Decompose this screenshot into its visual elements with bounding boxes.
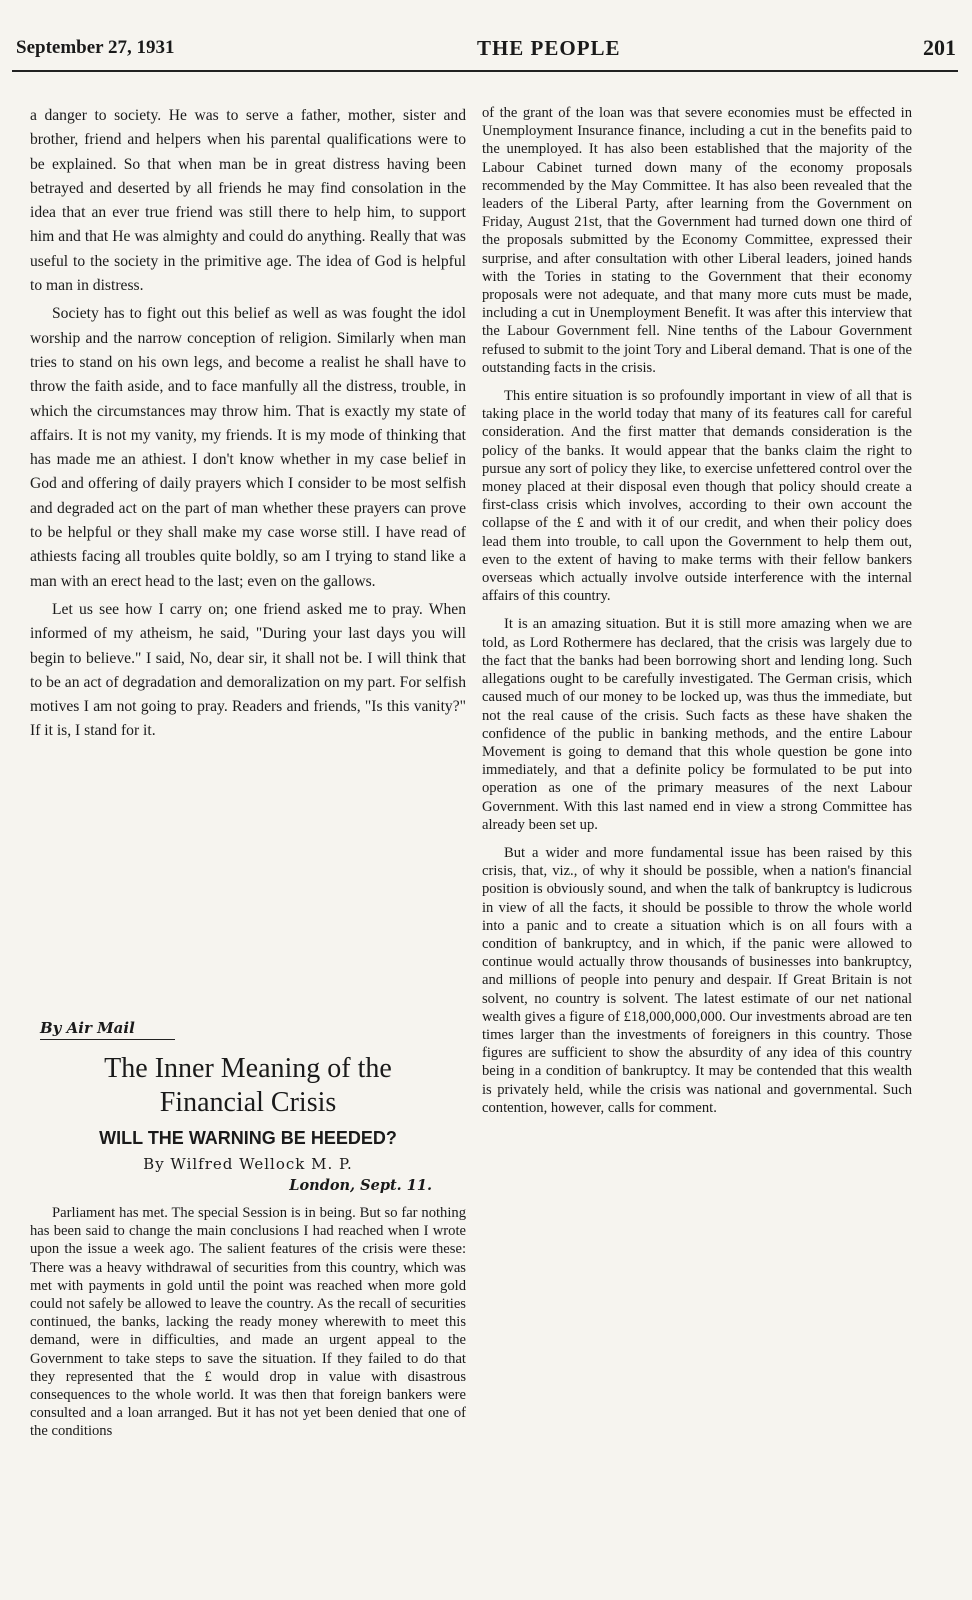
right-paragraph-2: This entire situation is so profoundly important in view of all that is taking place in the world today that many of its features call for careful consideration. And the first matter that demands consideration is the policy of the banks. It would appear that the banks claim the right to pursue any sort of policy they like, to exercise unfettered control over the money placed at their disposal even though that policy should create a first-class crisis which involves, according to their own account the collapse of the £ and with it of our credit, and when their policy does lead them into trouble, to call upon the Government to help them out, even to the extent of having to make terms with their fellow bankers overseas which actually involve outside interference with the internal affairs of this country. <box>482 388 912 605</box>
article-title-line-2: Financial Crisis <box>159 1087 337 1118</box>
header-rule <box>12 70 958 72</box>
right-paragraph-4: But a wider and more fundamental issue has been raised by this crisis, that, viz., of why it should be possible, when a nation's financial position is obviously sound, and when the talk of bankruptcy is ludicrous in view of all the facts, it should be possible to throw the whole world into a panic and to create a situation which is on all fours with a condition of bankruptcy, and in which, if the panic were allowed to continue would actually throw thousands of businesses into bankruptcy, and millions of people into penury and despair. If Great Britain is not solvent, no country is solvent. The latest estimate of our net national wealth gives a figure of £18,000,000,000. Our investments abroad are ten times larger than the investments of foreigners in this country. Those figures are sufficient to show the absurdity of any idea of this country being in a condition of bankruptcy. It may be contended that this wealth is privately held, while the crisis was national and governmental. Such contention, however, calls for comment. <box>482 844 912 1116</box>
right-paragraph-1: of the grant of the loan was that severe economies must be effected in Unemployment Insurance finance, including a cut in the benefits paid to the unemployed. It has also been established that the majority of the Labour Cabinet turned down many of the economy proposals recommended by the May Committee. It has also been revealed that the leaders of the Liberal Party, after learning from the Government on Friday, August 21st, that the Government had turned down one third of the proposals submitted by the Economy Committee, expressed their surprise, and after consultation with other Liberal leaders, joined hands with the Tories in stating to the Government that their economy proposals were not adequate, and that many more cuts must be made, including a cut in Unemployment Benefit. It was after this interview that the Labour Government fell. Nine tenths of the Labour Government refused to submit to the joint Tory and Liberal demand. That is one of the outstanding facts in the crisis. <box>482 105 912 376</box>
article-subtitle: WILL THE WARNING BE HEEDED? <box>99 1128 397 1148</box>
right-paragraph-3: It is an amazing situation. But it is still more amazing when we are told, as Lord Rothermere has declared, that the crisis was largely due to the fact that the banks had been borrowing short and lending long. Such allegations ought to be carefully investigated. The German crisis, which caused much of our money to be locked up, was thus the immediate, but not the real cause of the crisis. Such facts as these have shaken the confidence of the public in banking methods, and the entire Labour Movement is going to demand that this whole question be gone into immediately, and that a definite policy be formulated to be put into operation as one of the primary measures of the next Labour Government. With this last named end in view a strong Committee has already been set up. <box>482 616 912 833</box>
article-dateline: London, Sept. 11. <box>289 1177 432 1194</box>
right-column <box>482 104 912 1127</box>
article-title-line-1: The Inner Meaning of the <box>104 1053 392 1084</box>
left-paragraph-1: a danger to society. He was to serve a father, mother, sister and brother, friend and helpers when his parental qualifications were to be explained. So that when man be in great distress having been betrayed and deserted by all friends he may find consolation in the idea that an ever true friend was still there to help him, to support him and that He was almighty and could do anything. Really that was useful to the society in the primitive age. The idea of God is helpful to man in distress. <box>30 107 466 295</box>
newspaper-title: THE PEOPLE <box>476 35 621 60</box>
left-paragraph-2: Society has to fight out this belief as well as was fought the idol worship and the narrow conception of religion. Similarly when man tries to stand on his own legs, and become a realist he shall have to throw the faith aside, and to face manfully all the distress, trouble, in which the circumstances may throw him. That is exactly my state of affairs. It is not my vanity, my friends. It is my mode of thinking that has made me an athiest. I don't know whether in my case belief in God and offering of daily prayers which I consider to be most selfish and degraded act on the part of man whether these prayers can prove to be helpful or they shall make my case worse still. I have read of athiests facing all troubles quite boldly, so am I trying to stand like a man with an erect head to the last; even on the gallows. <box>30 305 466 590</box>
page-number: 201 <box>922 35 956 60</box>
article-author: By Wilfred Wellock M. P. <box>143 1155 353 1173</box>
article-paragraph-1: Parliament has met. The special Session is in being. But so far nothing has been said to change the main conclusions I had reached when I wrote upon the issue a week ago. The salient features of the crisis were these: There was a heavy withdrawal of securities from this country, which was met with payments in gold until the point was reached when more gold could not safely be allowed to leave the country. As the recall of securities continued, the banks, lacking the ready money wherewith to meet this demand, were in difficulties, and made an urgent appeal to the Government to take steps to save the situation. If they failed to do that they represented that the £ would drop in value with disastrous consequences to the whole world. It was then that foreign bankers were consulted and a loan arranged. But it has not yet been denied that one of the conditions <box>30 1205 466 1440</box>
page-header <box>16 30 956 66</box>
left-paragraph-3: Let us see how I carry on; one friend asked me to pray. When informed of my atheism, he said, "During your last days you will begin to believe." I said, No, dear sir, it shall not be. I will think that to be an act of degradation and demoralization on my part. For selfish motives I am not going to pray. Readers and friends, "Is this vanity?" If it is, I stand for it. <box>30 600 466 740</box>
article-tag: By Air Mail <box>40 1019 175 1040</box>
article-title <box>30 1052 466 1120</box>
issue-date: September 27, 1931 <box>16 37 175 58</box>
left-column <box>30 104 466 748</box>
article <box>30 1018 466 1445</box>
